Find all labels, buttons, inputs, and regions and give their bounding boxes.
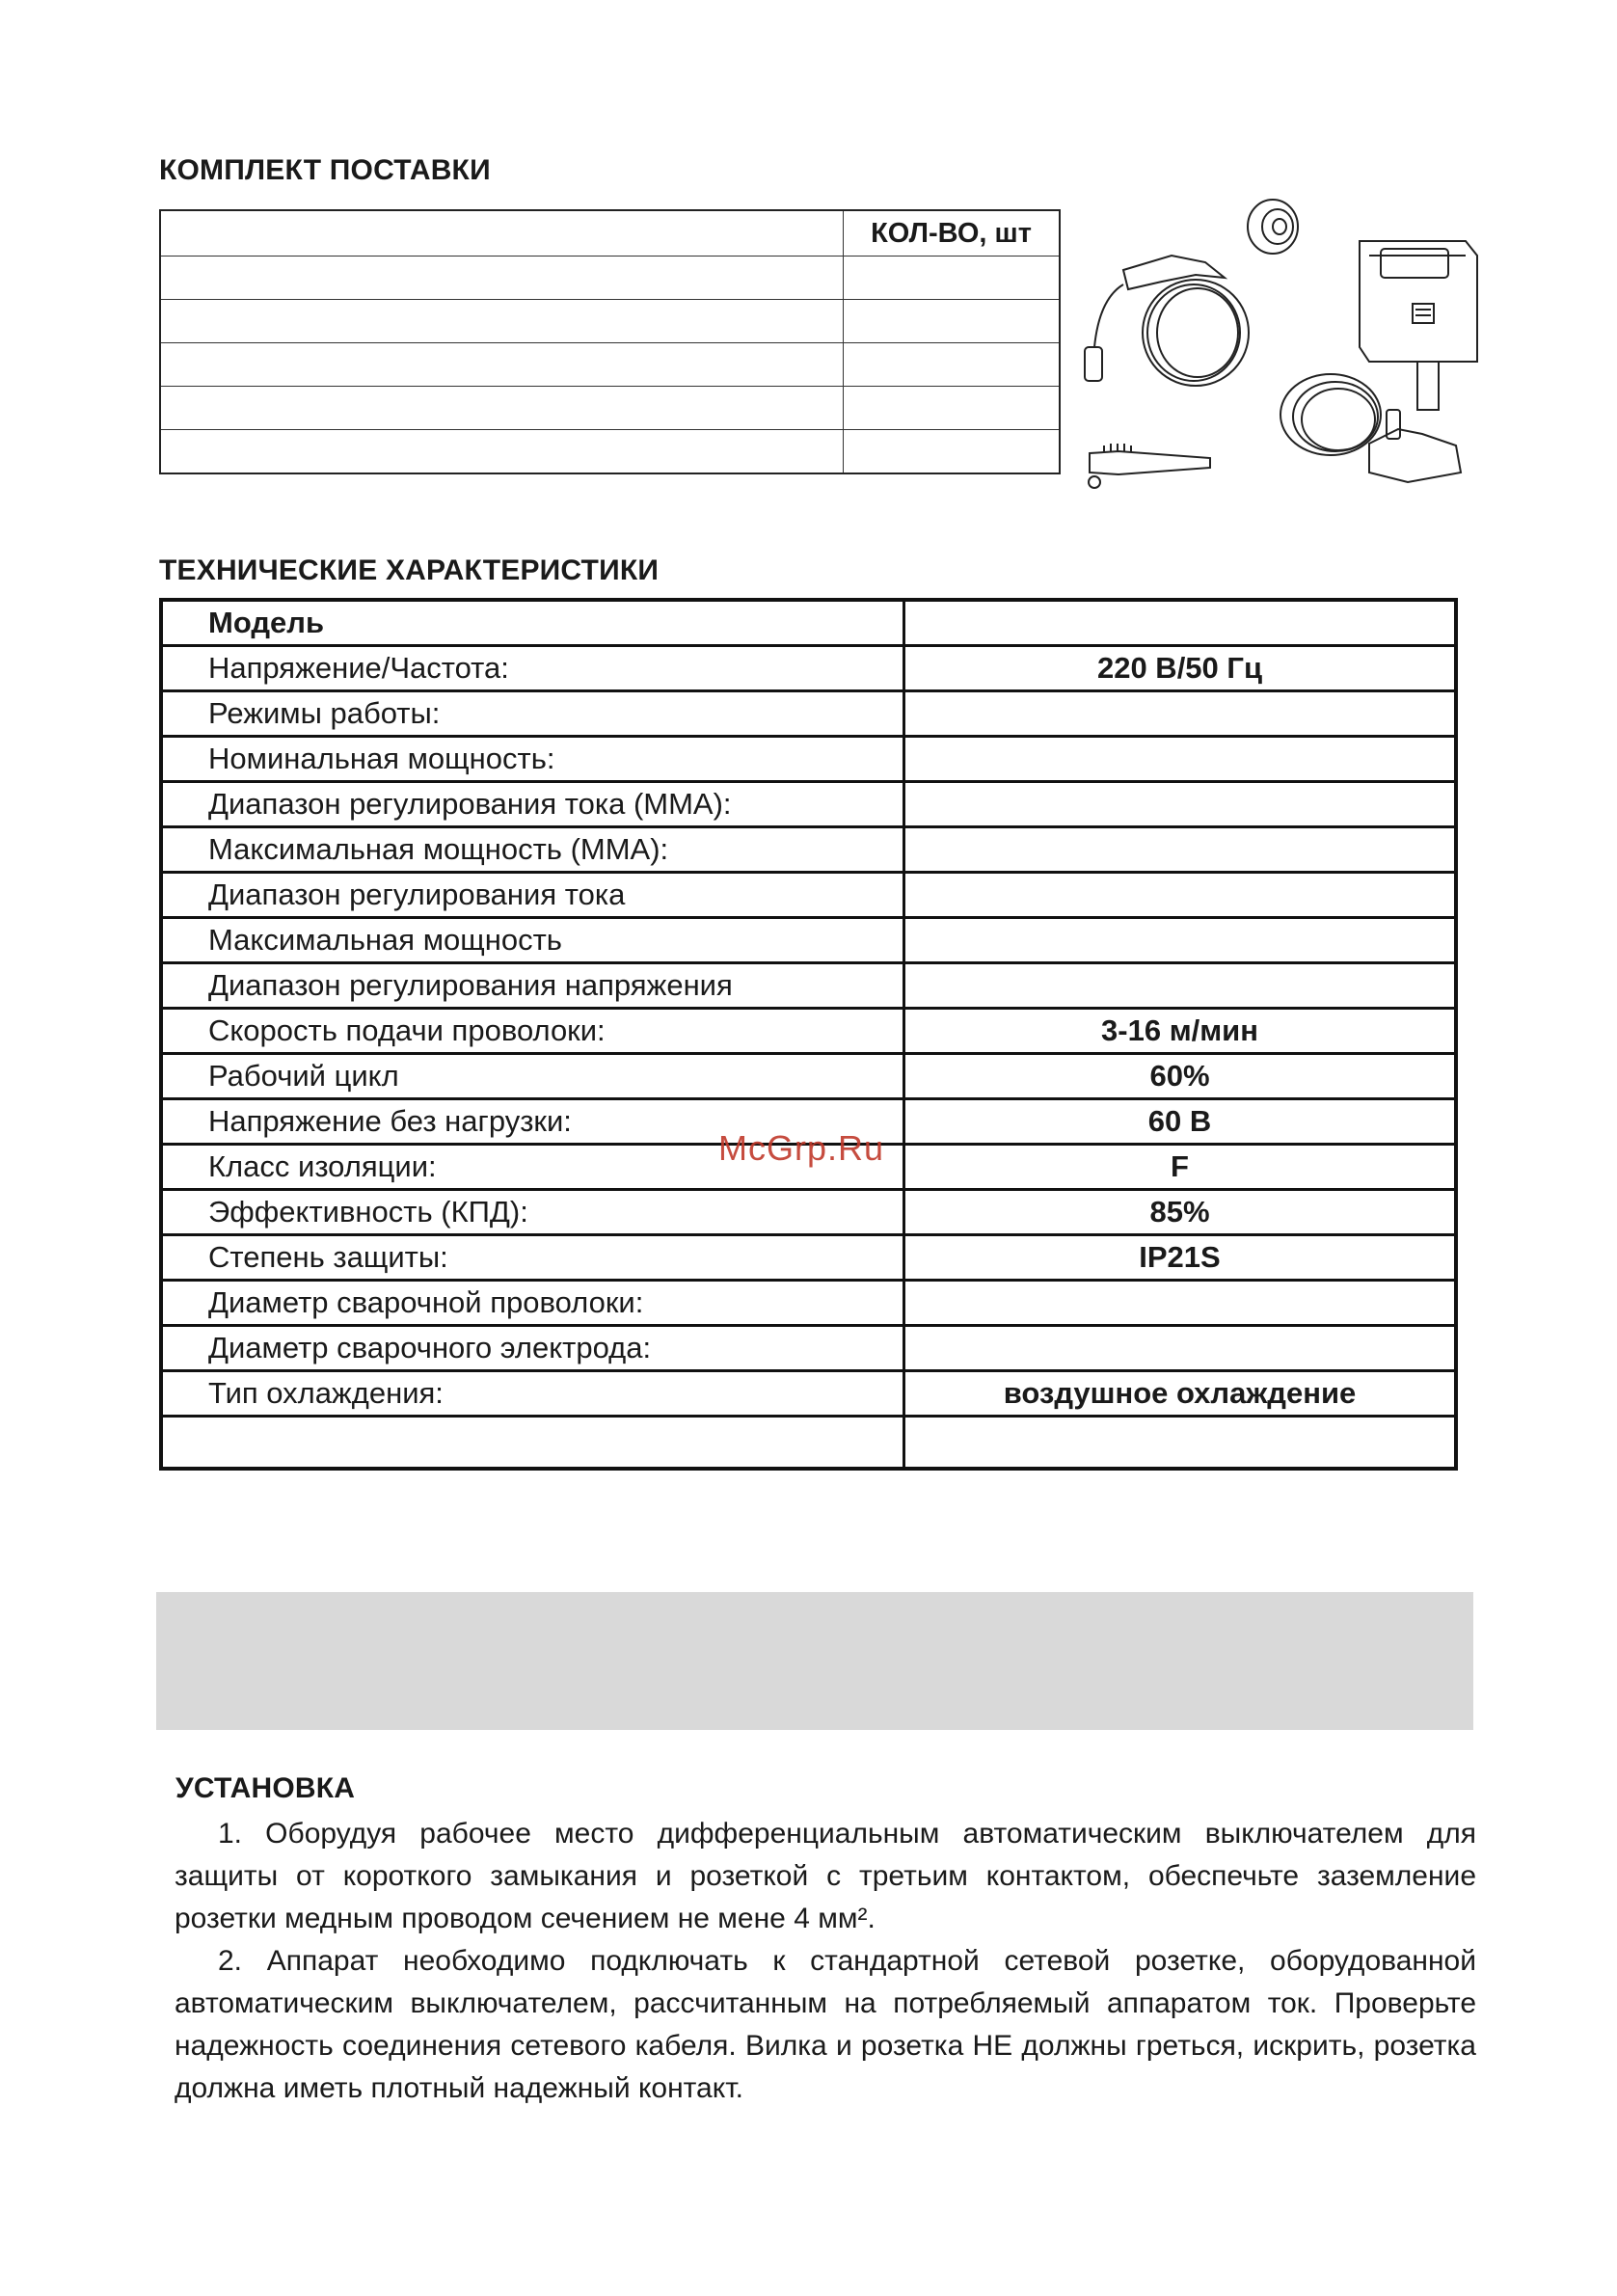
spec-label: Диаметр сварочной проволоки: xyxy=(161,1281,904,1326)
kit-item-cell xyxy=(160,257,844,300)
spec-value: 220 В/50 Гц xyxy=(904,646,1457,691)
spec-value xyxy=(904,827,1457,873)
kit-row xyxy=(160,430,1060,474)
spec-label: Диаметр сварочного электрода: xyxy=(161,1326,904,1371)
kit-qty-cell xyxy=(844,300,1061,343)
spec-row xyxy=(161,646,1456,691)
kit-qty-cell xyxy=(844,430,1061,474)
kit-item-header xyxy=(160,210,844,257)
spec-value xyxy=(904,1281,1457,1326)
welding-kit-illustration xyxy=(1080,193,1485,501)
spec-label: Эффективность (КПД): xyxy=(161,1190,904,1235)
spec-row xyxy=(161,1190,1456,1235)
spec-label: Напряжение без нагрузки: xyxy=(161,1099,904,1145)
kit-row xyxy=(160,300,1060,343)
spec-value: 85% xyxy=(904,1190,1457,1235)
watermark: McGrp.Ru xyxy=(718,1128,885,1168)
spec-label: Максимальная мощность (ММА): xyxy=(161,827,904,873)
spec-row xyxy=(161,1281,1456,1326)
spec-label: Диапазон регулирования тока xyxy=(161,873,904,918)
specs-table xyxy=(159,598,1458,1471)
spec-value xyxy=(904,600,1457,646)
kit-title: КОМПЛЕКТ ПОСТАВКИ xyxy=(159,154,491,186)
gray-band xyxy=(156,1592,1473,1730)
spec-row xyxy=(161,918,1456,963)
spec-label: Рабочий цикл xyxy=(161,1054,904,1099)
kit-item-cell xyxy=(160,300,844,343)
electrode-holder-cable-icon xyxy=(1280,374,1461,482)
spec-row xyxy=(161,600,1456,646)
spec-label: Напряжение/Частота: xyxy=(161,646,904,691)
spec-label: Класс изоляции: xyxy=(161,1145,904,1190)
install-title: УСТАНОВКА xyxy=(175,1772,356,1804)
ground-clamp-cable-icon xyxy=(1085,256,1249,386)
kit-row xyxy=(160,387,1060,430)
spec-row xyxy=(161,1371,1456,1417)
kit-item-cell xyxy=(160,387,844,430)
kit-qty-cell xyxy=(844,343,1061,387)
spec-value xyxy=(904,737,1457,782)
spec-value xyxy=(904,1326,1457,1371)
specs-title: ТЕХНИЧЕСКИЕ ХАРАКТЕРИСТИКИ xyxy=(159,554,660,586)
spec-row xyxy=(161,1054,1456,1099)
kit-qty-header: КОЛ-ВО, шт xyxy=(844,210,1061,257)
spec-label: Максимальная мощность xyxy=(161,918,904,963)
spec-value: 60 В xyxy=(904,1099,1457,1145)
spec-value: IP21S xyxy=(904,1235,1457,1281)
kit-qty-cell xyxy=(844,257,1061,300)
welding-machine-icon xyxy=(1360,241,1477,410)
kit-row xyxy=(160,257,1060,300)
spec-label: Диапазон регулирования напряжения xyxy=(161,963,904,1009)
spec-label: Степень защиты: xyxy=(161,1235,904,1281)
spec-value: 60% xyxy=(904,1054,1457,1099)
spec-label: Модель xyxy=(161,600,904,646)
kit-table xyxy=(159,209,1061,474)
kit-header-row xyxy=(160,210,1060,257)
spec-value: воздушное охлаждение xyxy=(904,1371,1457,1417)
spec-value: F xyxy=(904,1145,1457,1190)
spec-value xyxy=(904,918,1457,963)
spec-row xyxy=(161,963,1456,1009)
kit-qty-cell xyxy=(844,387,1061,430)
spec-value xyxy=(904,873,1457,918)
spec-row xyxy=(161,873,1456,918)
install-paragraph-2 xyxy=(175,1940,1476,2110)
spec-label xyxy=(161,1417,904,1470)
spec-value xyxy=(904,691,1457,737)
spec-label: Номинальная мощность: xyxy=(161,737,904,782)
spec-value xyxy=(904,963,1457,1009)
spec-row xyxy=(161,827,1456,873)
install-paragraph-1-text: 1. Оборудуя рабочее место дифференциальным автоматическим выключателем для защиты от короткого замыкания и розеткой с третьим контактом, обеспечьте заземление розетки медным проводом сечением не мене 4 мм². xyxy=(175,1818,1476,1934)
spec-value xyxy=(904,1417,1457,1470)
install-paragraph-2-text: 2. Аппарат необходимо подключать к стандартной сетевой розетке, оборудованной автоматическим выключателем, рассчитанным на потребляемый аппаратом ток. Проверьте надежность соединения сетевого кабеля. Вилка и розетка НЕ должны греться, искрить, розетка должна иметь плотный надежный контакт. xyxy=(175,1945,1476,2104)
spec-label: Тип охлаждения: xyxy=(161,1371,904,1417)
spec-row xyxy=(161,1326,1456,1371)
wire-spool-icon xyxy=(1248,200,1298,254)
spec-row xyxy=(161,1009,1456,1054)
spec-value xyxy=(904,782,1457,827)
spec-label: Диапазон регулирования тока (ММА): xyxy=(161,782,904,827)
kit-item-cell xyxy=(160,343,844,387)
spec-label: Режимы работы: xyxy=(161,691,904,737)
spec-row xyxy=(161,691,1456,737)
spec-row xyxy=(161,737,1456,782)
chipping-hammer-brush-icon xyxy=(1089,444,1210,488)
spec-row xyxy=(161,782,1456,827)
spec-label: Скорость подачи проволоки: xyxy=(161,1009,904,1054)
kit-item-cell xyxy=(160,430,844,474)
spec-row xyxy=(161,1417,1456,1470)
install-paragraph-1 xyxy=(175,1813,1476,1940)
spec-value: 3-16 м/мин xyxy=(904,1009,1457,1054)
spec-row xyxy=(161,1235,1456,1281)
kit-row xyxy=(160,343,1060,387)
